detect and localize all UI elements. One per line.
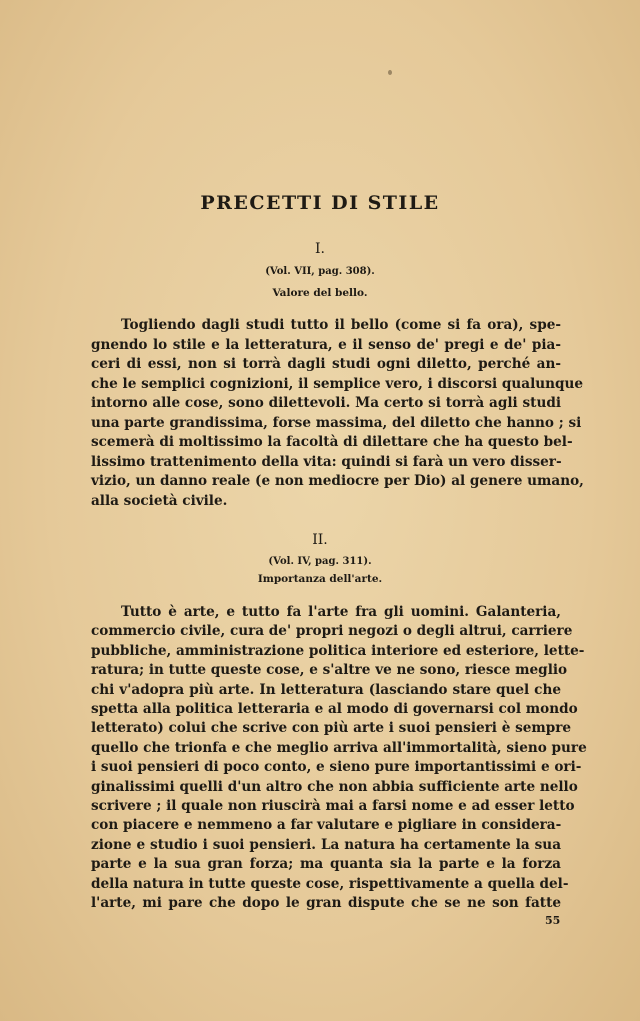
paragraph-line: spetta alla politica letteraria e al modo di governarsi col mondo: [91, 701, 578, 717]
paragraph-line: letterato) colui che scrive con più arte i suoi pensieri è sempre: [91, 720, 572, 737]
paragraph-line: Togliendo dagli studi tutto il bello (come si fa ora), spe-: [121, 317, 561, 333]
paragraph-line: della natura in tutte queste cose, rispettivamente a quella del-: [91, 875, 569, 892]
paragraph-line: vizio, un danno reale (e non mediocre per Dio) al genere umano,: [91, 473, 584, 489]
paragraph-line: gnendo lo stile e la letteratura, e il senso de' pregi e de' pia-: [91, 336, 561, 353]
paragraph-line: con piacere e nemmeno a far valutare e pigliare in considera-: [91, 817, 562, 834]
section-2-reference: (Vol. IV, pag. 311).: [268, 556, 372, 567]
section-2-number: II.: [312, 532, 328, 548]
paragraph-line: intorno alle cose, sono dilettevoli. Ma certo si torrà agli studi: [91, 395, 561, 411]
paragraph-line: che le semplici cognizioni, il semplice vero, i discorsi qualunque: [91, 375, 584, 392]
page-title: PRECETTI DI STILE: [200, 192, 440, 214]
paragraph-line: Tutto è arte, e tutto fa l'arte fra gli uomini. Galanteria,: [121, 604, 561, 620]
paragraph-line: zione e studio i suoi pensieri. La natura ha certamente la sua: [91, 836, 561, 853]
paragraph-line: i suoi pensieri di poco conto, e sieno pure importantissimi e ori-: [91, 759, 582, 776]
paragraph-line: lissimo trattenimento della vita: quindi si farà un vero disser-: [91, 453, 562, 470]
section-1-subtitle: Valore del bello.: [272, 287, 368, 299]
paragraph-line: una parte grandissima, forse massima, del diletto che hanno ; si: [91, 414, 582, 431]
paragraph-line: commercio civile, cura de' propri negozi o degli altrui, carriere: [91, 623, 573, 640]
section-1-reference: (Vol. VII, pag. 308).: [265, 266, 375, 277]
paragraph-line: ginalissimi quelli d'un altro che non abbia sufficiente arte nello: [91, 778, 578, 795]
paragraph-line: chi v'adopra più arte. In letteratura (lasciando stare quel che: [91, 681, 561, 698]
ink-spot: [388, 70, 392, 75]
paragraph-line: alla società civile.: [91, 492, 228, 509]
paragraph-line: ceri di essi, non si torrà dagli studi ogni diletto, perché an-: [91, 356, 561, 372]
section-2-subtitle: Importanza dell'arte.: [257, 573, 383, 585]
page-number: 55: [545, 914, 561, 927]
section-1-number: I.: [315, 241, 325, 257]
paragraph-line: pubbliche, amministrazione politica interiore ed esteriore, lette-: [91, 642, 585, 659]
paragraph-line: scrivere ; il quale non riuscirà mai a farsi nome e ad esser letto: [91, 798, 575, 814]
paragraph-line: l'arte, mi pare che dopo le gran dispute che se ne son fatte: [91, 895, 561, 911]
paragraph-line: parte e la sua gran forza; ma quanta sia la parte e la forza: [91, 856, 561, 873]
paragraph-line: scemerà di moltissimo la facoltà di dilettare che ha questo bel-: [91, 434, 573, 450]
paragraph-line: ratura; in tutte queste cose, e s'altre ve ne sono, riesce meglio: [91, 662, 568, 679]
paragraph-line: quello che trionfa e che meglio arriva all'immortalità, sieno pure: [91, 739, 587, 756]
